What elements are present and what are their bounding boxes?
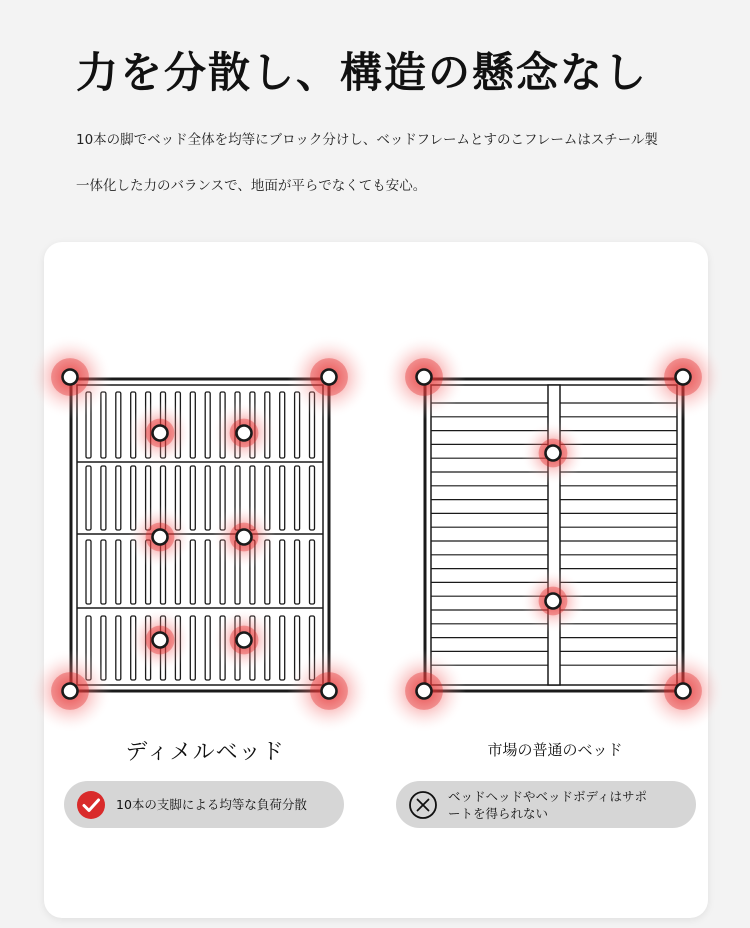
support-leg [546,446,561,461]
slat [101,540,106,604]
slat [205,466,210,530]
description-line-2: 一体化した力のバランスで、地面が平らでなくても安心。 [76,178,427,194]
slat [190,392,195,458]
bed-frame [71,379,329,691]
ordinary-bed-issue-line-1: ベッドヘッドやベッドボディはサポ [448,788,648,804]
dimel-bed-caption: ディメルベッド [125,740,285,765]
check-circle-icon [76,790,106,820]
support-leg [153,426,168,441]
support-leg [322,370,337,385]
slat [116,466,121,530]
slat [280,392,285,458]
slat [310,540,315,604]
bed-frame-inner [77,385,323,685]
slat [280,540,285,604]
slat [86,540,91,604]
support-leg [237,530,252,545]
dimel-bed-diagram [71,379,329,691]
slat [205,540,210,604]
x-circle-icon [408,790,438,820]
support-leg [546,594,561,609]
support-leg [237,426,252,441]
support-leg [322,684,337,699]
support-leg [237,633,252,648]
support-leg [153,633,168,648]
support-leg [676,684,691,699]
support-leg [676,370,691,385]
slat [310,466,315,530]
slat [190,540,195,604]
slat [116,616,121,680]
slat [295,466,300,530]
slat [101,466,106,530]
ordinary-bed-issue-badge [396,781,696,828]
slat [190,466,195,530]
slat [116,540,121,604]
dimel-bed-feature-badge [64,781,344,828]
slat [205,616,210,680]
support-leg [63,684,78,699]
slat [86,466,91,530]
slat [280,616,285,680]
support-leg [153,530,168,545]
slat [205,392,210,458]
ordinary-bed-caption: 市場の普通のベッド [487,741,623,759]
slat [190,616,195,680]
support-leg [63,370,78,385]
description-line-1: 10本の脚でベッド全体を均等にブロック分けし、ベッドフレームとすのこフレームはスチール製 [76,132,658,148]
dimel-bed-feature-text: 10本の支脚による均等な負荷分散 [116,797,307,812]
ordinary-bed-issue-text [448,788,647,822]
page-title: 力を分散し、構造の懸念なし [76,48,649,97]
support-leg [417,370,432,385]
ordinary-bed-issue-line-2: ートを得られない [448,805,549,821]
slat [295,540,300,604]
slat [116,392,121,458]
slat [280,466,285,530]
support-leg [417,684,432,699]
